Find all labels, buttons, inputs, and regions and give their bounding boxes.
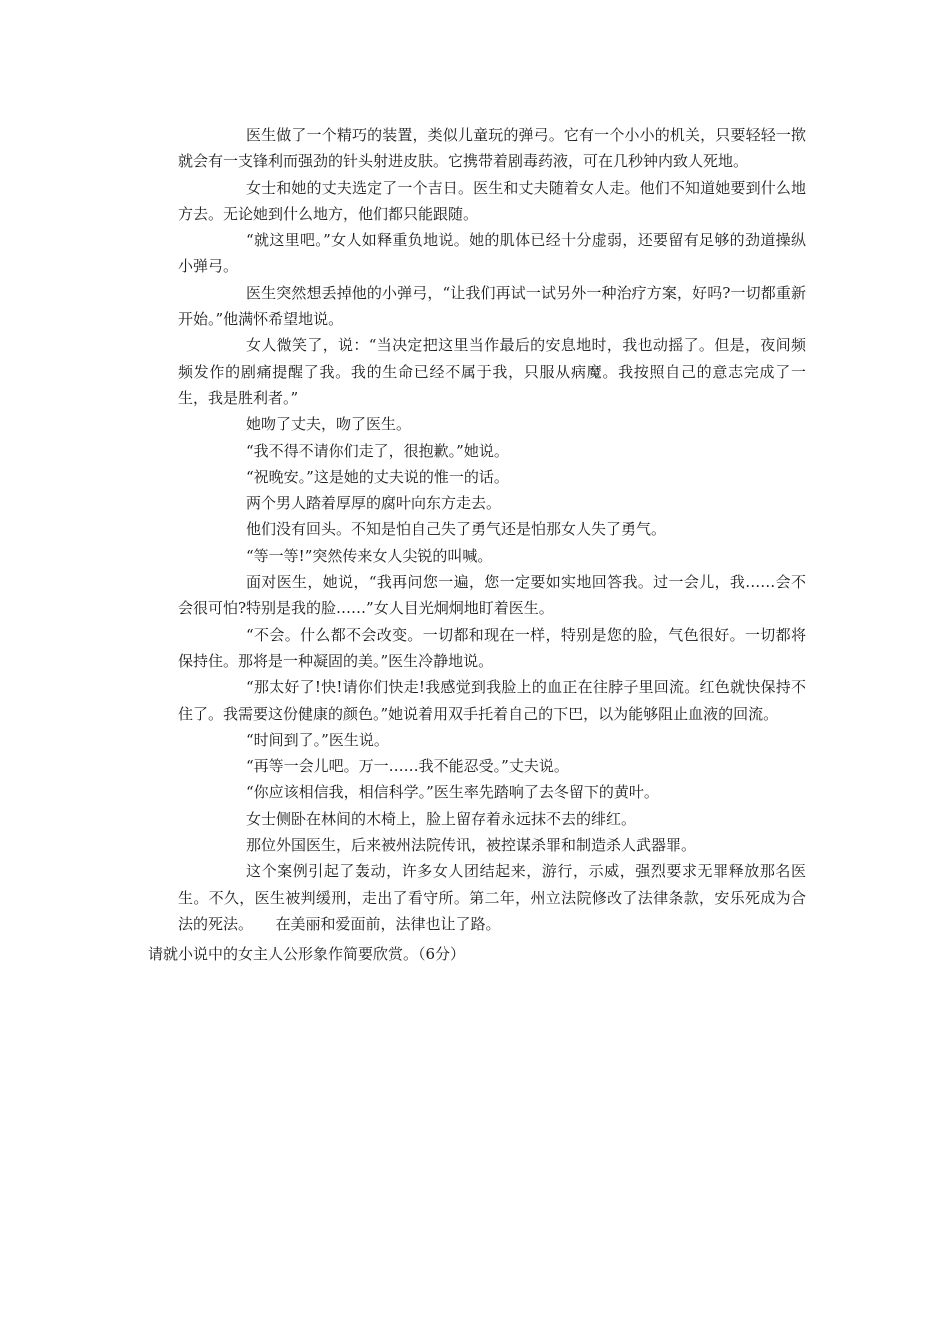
paragraph: “再等一会儿吧。万一……我不能忍受。”丈夫说。: [246, 757, 569, 776]
paragraph: 他们没有回头。不知是怕自己失了勇气还是怕那女人失了勇气。: [246, 520, 667, 539]
paragraph: 她吻了丈夫，吻了医生。: [246, 415, 412, 434]
paragraph: “我不得不请你们走了，很抱歉。”她说。: [246, 441, 509, 460]
exam-question: 请就小说中的女主人公形象作简要欣赏。（6分）: [148, 945, 466, 963]
paragraph: “不会。什么都不会改变。一切都和现在一样，特别是您的脸，气色很好。一切都将保持住。那将是一种凝固的美。”医生冷静地说。: [178, 625, 806, 670]
paragraph: 女士和她的丈夫选定了一个吉日。医生和丈夫随着女人走。他们不知道她要到什么地方去。无论她到什么地方，他们都只能跟随。: [178, 178, 806, 223]
paragraph: 女士侧卧在林间的木椅上，脸上留存着永远抹不去的绯红。: [246, 809, 637, 828]
paragraph: 医生突然想丢掉他的小弹弓，“让我们再试一试另外一种治疗方案，好吗?一切都重新开始。”他满怀希望地说。: [178, 283, 806, 329]
paragraph: 女人微笑了，说：“当决定把这里当作最后的安息地时，我也动摇了。但是，夜间频频发作的剧痛提醒了我。我的生命已经不属于我，只服从病魔。我按照自己的意志完成了一生，我是胜利者。”: [178, 336, 806, 407]
paragraph: 那位外国医生，后来被州法院传讯，被控谋杀罪和制造杀人武器罪。: [246, 836, 697, 855]
paragraph: “祝晚安。”这是她的丈夫说的惟一的话。: [246, 467, 509, 486]
paragraph: 医生做了一个精巧的装置，类似儿童玩的弹弓。它有一个小小的机关，只要轻轻一揿就会有一支锋利而强劲的针头射进皮肤。它携带着剧毒药液，可在几秒钟内致人死地。: [178, 126, 806, 171]
story-text: [178, 122, 806, 937]
paragraph: “就这里吧。”女人如释重负地说。她的肌体已经十分虚弱，还要留有足够的劲道操纵小弹弓。: [178, 231, 806, 276]
paragraph: “等一等!”突然传来女人尖锐的叫喊。: [246, 546, 493, 565]
paragraph: “时间到了。”医生说。: [246, 730, 389, 749]
paragraph: 这个案例引起了轰动，许多女人团结起来，游行，示威，强烈要求无罪释放那名医生。不久，医生被判缓刑，走出了看守所。第二年，州立法院修改了法律条款，安乐死成为合法的死法。 在美丽和爱面前，法律也让了路。: [178, 862, 806, 933]
paragraph: “你应该相信我，相信科学。”医生率先踏响了去冬留下的黄叶。: [246, 783, 659, 802]
paragraph: 面对医生，她说，“我再问您一遍，您一定要如实地回答我。过一会儿，我……会不会很可怕?特别是我的脸……”女人目光炯炯地盯着医生。: [178, 573, 806, 618]
paragraph: “那太好了!快!请你们快走!我感觉到我脸上的血正在往脖子里回流。红色就快保持不住了。我需要这份健康的颜色。”她说着用双手托着自己的下巴，以为能够阻止血液的回流。: [178, 678, 806, 723]
paragraph: 两个男人踏着厚厚的腐叶向东方走去。: [246, 494, 502, 513]
